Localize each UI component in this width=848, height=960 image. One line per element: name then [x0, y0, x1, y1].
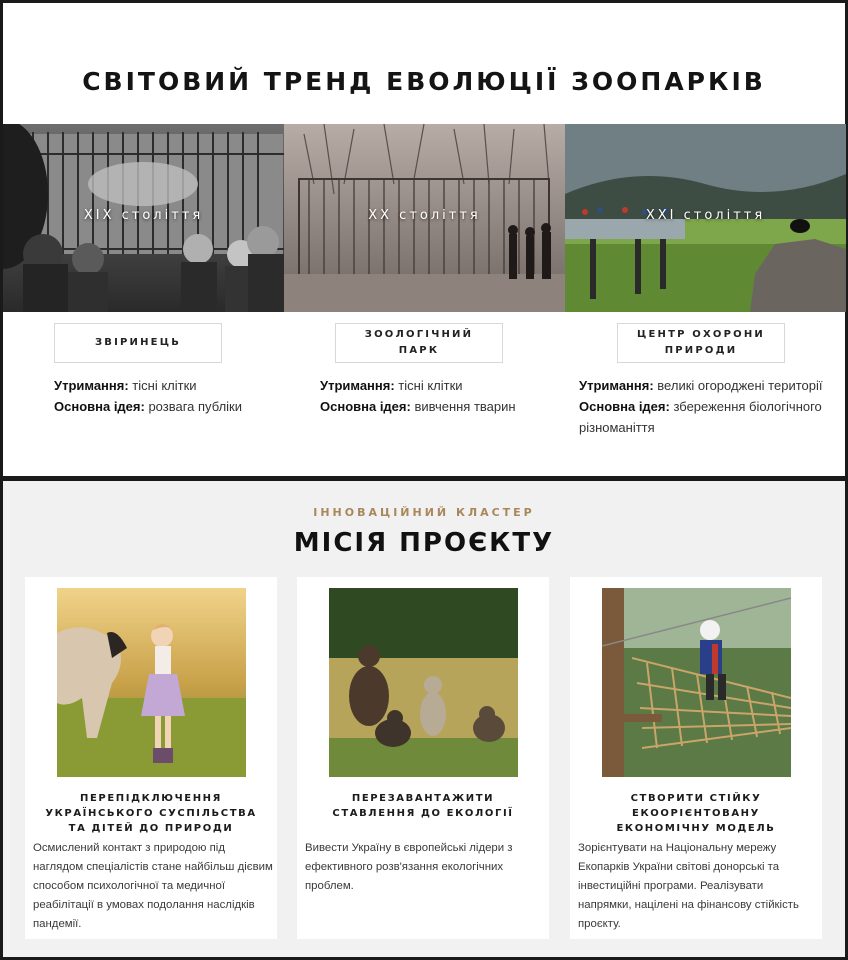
era-info [320, 375, 590, 417]
era-type-box: ЦЕНТР ОХОРОНИ ПРИРОДИ [617, 323, 785, 363]
card-heading: СТВОРИТИ СТІЙКУ ЕКООРІЄНТОВАНУ ЕКОНОМІЧНУ МОДЕЛЬ [616, 793, 776, 834]
keeping-line [579, 375, 834, 396]
era-21st-century-photo [565, 124, 846, 312]
era-type-box: ЗВІРИНЕЦЬ [54, 323, 222, 363]
card-text: Зорієнтувати на Національну мережу Екопарків України світові донорські та інвестиційні програми. Реалізувати напрямки, націлені на фінансову стійкість проєкту. [578, 842, 799, 930]
keeping-line [54, 375, 324, 396]
idea-line [54, 396, 324, 417]
idea-label: Основна ідея: [579, 399, 670, 414]
idea-label: Основна ідея: [54, 399, 145, 414]
rope-course-photo [602, 588, 791, 777]
keeping-value: великі огороджені території [653, 378, 823, 393]
idea-label: Основна ідея: [320, 399, 411, 414]
trend-title: СВІТОВИЙ ТРЕНД ЕВОЛЮЦІЇ ЗООПАРКІВ [82, 67, 766, 96]
idea-line [579, 396, 834, 438]
era-caption: XIX століття [83, 208, 204, 223]
mission-card [297, 577, 549, 939]
keeping-value: тісні клітки [394, 378, 463, 393]
mission-title: МІСІЯ ПРОЄКТУ [293, 528, 555, 558]
idea-value: вивчення тварин [410, 399, 516, 414]
card-text: Вивести Україну в європейські лідери з ефективного розв'язання екологічних проблем. [305, 842, 513, 892]
keeping-label: Утримання: [579, 378, 654, 393]
mission-card [25, 577, 277, 939]
era-caption: XX століття [368, 208, 481, 223]
era-info [54, 375, 324, 417]
era-type-box: ЗООЛОГІЧНИЙ ПАРК [335, 323, 503, 363]
era-19th-century-photo [3, 124, 284, 312]
card-heading: ПЕРЕЗАВАНТАЖИТИ СТАВЛЕННЯ ДО ЕКОЛОГІЇ [332, 793, 514, 819]
card-text: Осмислений контакт з природою під наглядом спеціалістів стане найбільш дієвим способом психологічної та медичної реабілітації в умовах подолання наслідків пандемії. [33, 842, 273, 930]
idea-value: збереження біологічного різноманіття [579, 399, 822, 435]
mission-section [3, 481, 845, 957]
card-heading: ПЕРЕПІДКЛЮЧЕННЯ УКРАЇНСЬКОГО СУСПІЛЬСТВА ТА ДІТЕЙ ДО ПРИРОДИ [45, 793, 257, 834]
child-with-horse-photo [57, 588, 246, 777]
idea-value: розвага публіки [144, 399, 242, 414]
era-caption: XXI століття [645, 208, 766, 223]
mission-kicker: ІННОВАЦІЙНИЙ КЛАСТЕР [313, 506, 535, 519]
trend-section [3, 3, 845, 476]
era-info [579, 375, 834, 438]
keeping-label: Утримання: [320, 378, 395, 393]
idea-line [320, 396, 590, 417]
mission-card [570, 577, 822, 939]
keeping-label: Утримання: [54, 378, 129, 393]
bears-photo [329, 588, 518, 777]
keeping-value: тісні клітки [128, 378, 197, 393]
era-20th-century-photo [284, 124, 565, 312]
keeping-line [320, 375, 590, 396]
